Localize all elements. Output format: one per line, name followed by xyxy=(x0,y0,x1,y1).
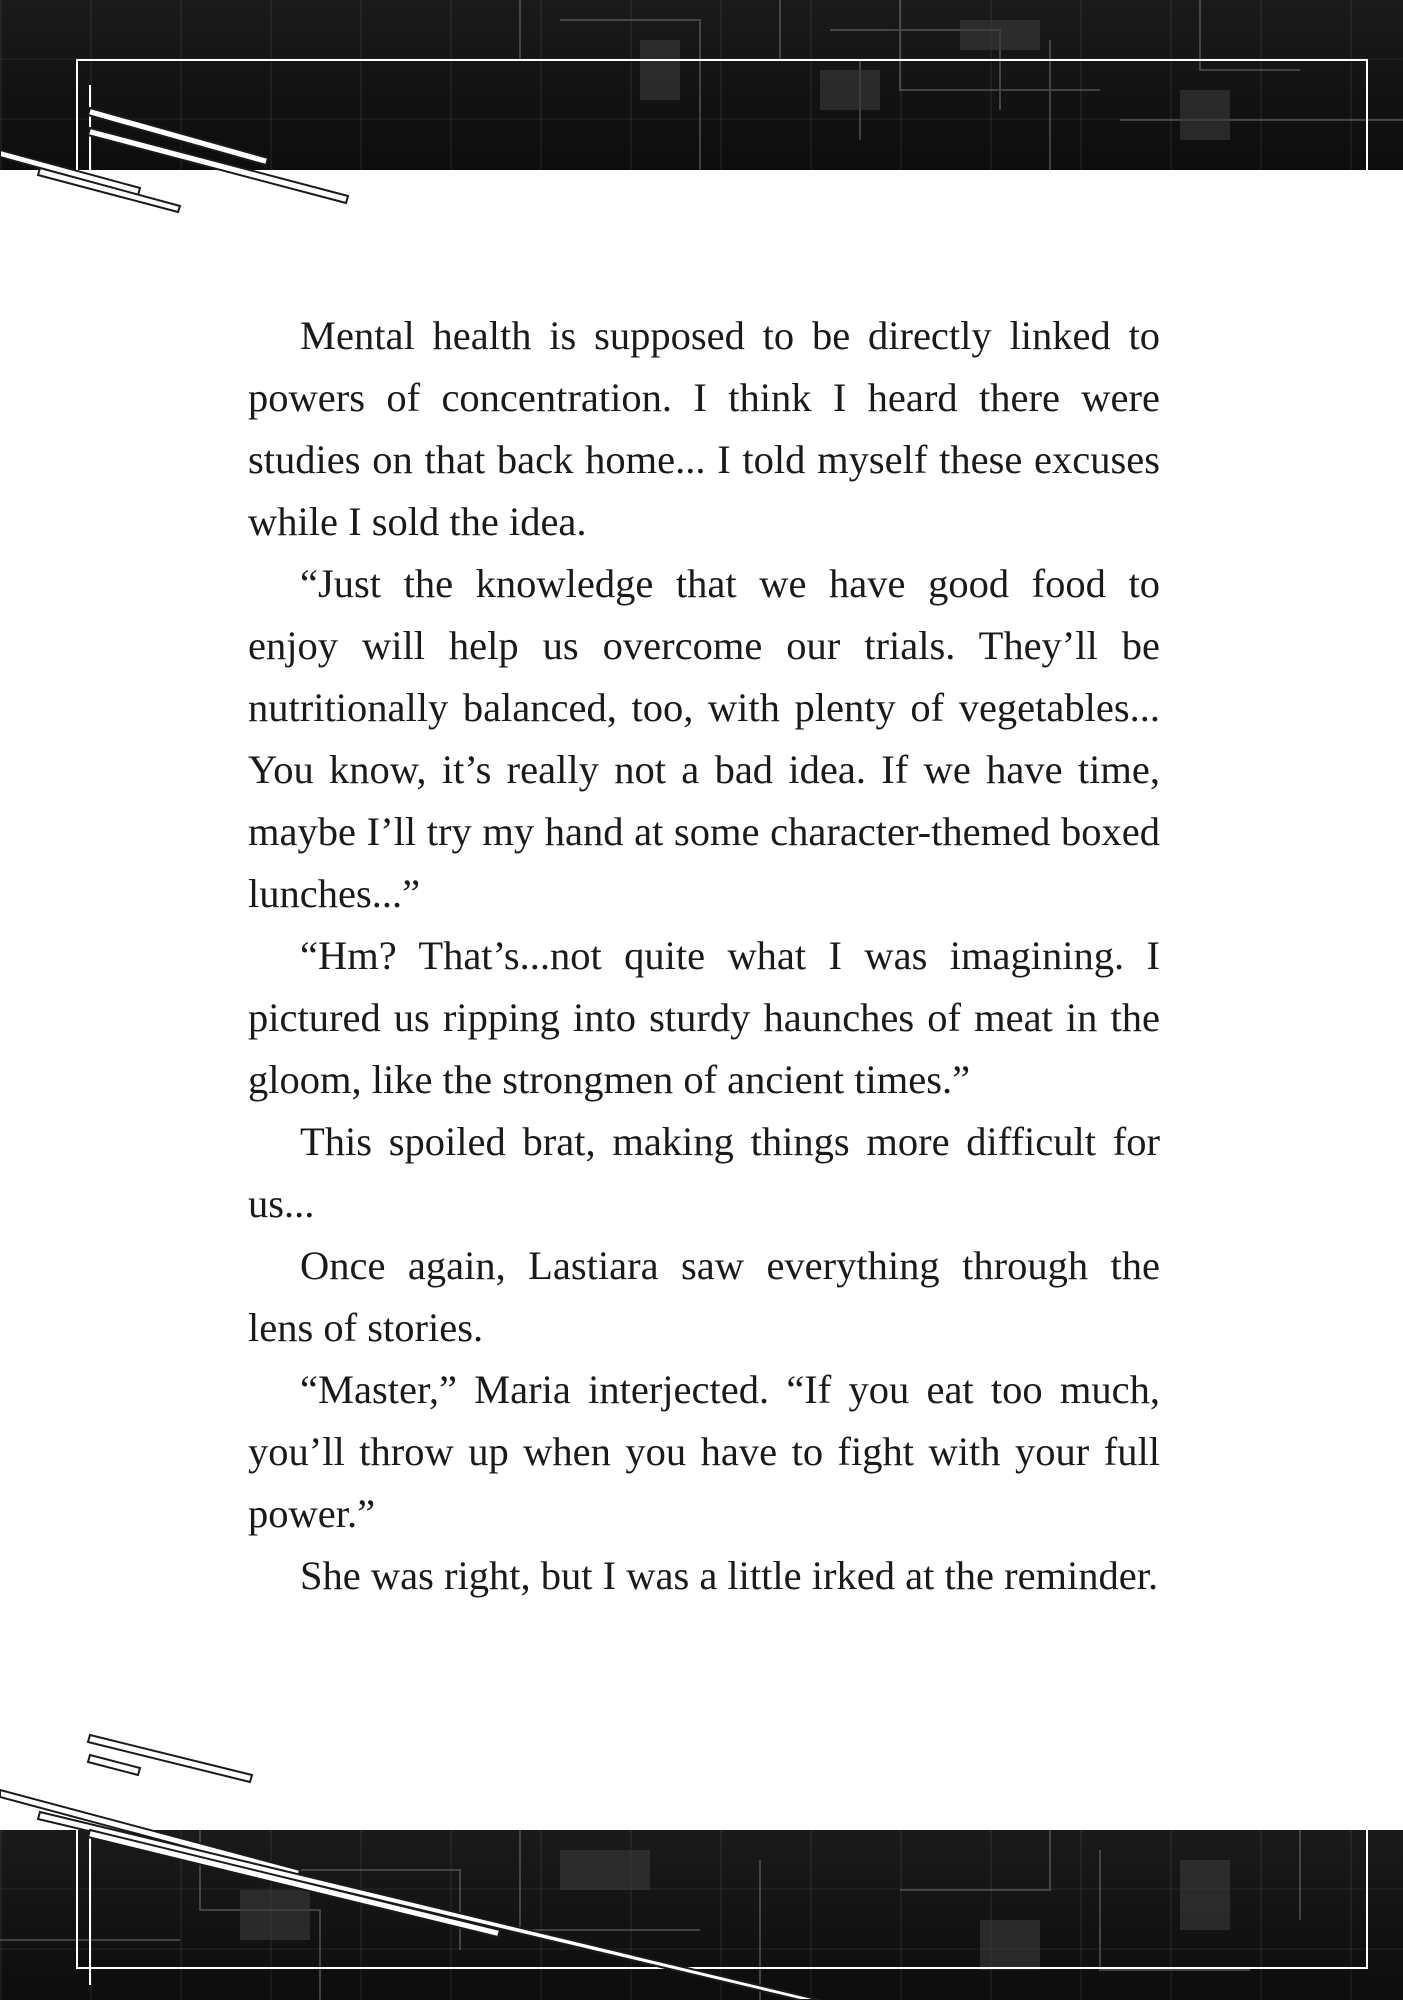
paragraph: “Master,” Maria interjected. “If you eat too much, you’ll throw up when you have to fight with your full power.” xyxy=(248,1367,1160,1536)
circuit-pattern-top xyxy=(0,0,1403,170)
paragraph: This spoiled brat, making things more difficult for us... xyxy=(248,1119,1160,1226)
top-decorative-band xyxy=(0,0,1403,170)
paragraph: “Just the knowledge that we have good food to enjoy will help us overcome our trials. They’ll be nutritionally balanced, too, with plenty of vegetables... You know, it’s really not a bad idea. If we have time, maybe I’ll try my hand at some character-themed boxed lunches...” xyxy=(248,561,1160,916)
paragraph: Once again, Lastiara saw everything through the lens of stories. xyxy=(248,1243,1160,1350)
paragraph: Mental health is supposed to be directly linked to powers of concentration. I think I heard there were studies on that back home... I told myself these excuses while I sold the idea. xyxy=(248,313,1160,544)
bottom-decorative-band xyxy=(0,1830,1403,2000)
paragraph: She was right, but I was a little irked at the reminder. xyxy=(300,1553,1159,1598)
paragraph: “Hm? That’s...not quite what I was imagining. I pictured us ripping into sturdy haunches of meat in the gloom, like the strongmen of ancient times.” xyxy=(248,933,1160,1102)
circuit-pattern-bottom xyxy=(0,1830,1403,2000)
body-text xyxy=(248,305,1160,1607)
